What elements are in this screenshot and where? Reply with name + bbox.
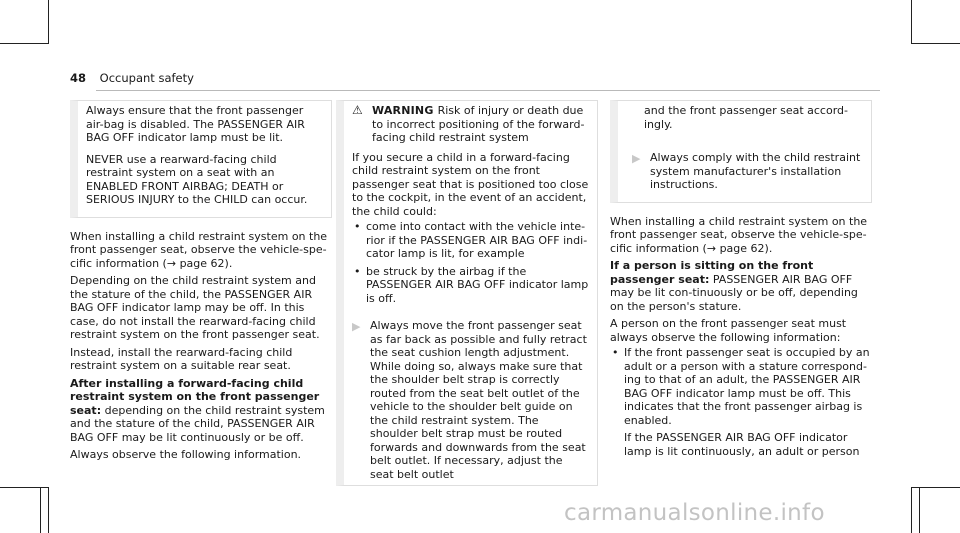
- note-text: Always move the front passenger seat as far back as possible and fully retract the seat cushion length adjustment. While doing so, always make sure that the shoulder belt strap is correctly routed from the seat belt outlet of the vehicle to the shoulder belt guide on the child restraint system. The shoulder belt strap must be routed forwards and downwards from the seat belt outlet. If necessary, adjust the seat belt outlet: [370, 319, 587, 481]
- column-3: [610, 100, 872, 464]
- note-text: Always comply with the child restraint system manufacturer's installation instructions.: [650, 151, 861, 191]
- warning-box: [336, 100, 598, 486]
- note-item: [632, 151, 863, 192]
- body-text: PASSENGER AIR BAG OFF may be lit con-tinuously or be off, depending on the person's stature.: [610, 272, 858, 313]
- body-paragraph: A person on the front passenger seat must always observe the following information:: [610, 317, 847, 344]
- list-item-text: If the front passenger seat is occupied by an adult or a person with a stature correspond-ing to that of an adult, the PASSENGER AIR BAG OFF indicator lamp must be off. This indicates that the front passenger airbag is enabled.: [624, 346, 870, 427]
- body-paragraph: [610, 259, 872, 313]
- list-item: • be struck by the airbag if the PASSENGER AIR BAG OFF indicator lamp is off.: [352, 265, 589, 306]
- warning-list: [352, 220, 589, 305]
- crop-mark: [40, 487, 41, 533]
- box-paragraph: NEVER use a rearward-facing child restraint system on a seat with an ENABLED FRONT AIRBAG; DEATH or SERIOUS INJURY to the CHILD can occur.: [86, 152, 308, 206]
- warning-header: [352, 104, 589, 145]
- warning-continuation-box: [70, 100, 332, 218]
- arrow-right-icon: ▶: [352, 320, 361, 333]
- list-item: • come into contact with the vehicle inte-rior if the PASSENGER AIR BAG OFF indi-cator lamp is lit, for example: [352, 220, 589, 261]
- list-item: [610, 346, 872, 458]
- crop-mark: [48, 0, 49, 44]
- body-text: depending on the child restraint system and the stature of the child, PASSENGER AIR BAG OFF may be lit continuously or be off.: [70, 403, 325, 444]
- body-paragraph: Depending on the child restraint system and the stature of the child, the PASSENGER AIR BAG OFF indicator lamp may be off. In this case, do not install the rearward-facing child restraint system on the front passenger seat.: [70, 274, 320, 341]
- column-1: [70, 100, 332, 466]
- crop-mark: [48, 487, 49, 533]
- box-paragraph: Always ensure that the front passenger air-bag is disabled. The PASSENGER AIR BAG OFF indicator lamp must be lit.: [86, 104, 305, 144]
- crop-mark: [911, 0, 912, 44]
- arrow-right-icon: ▶: [632, 152, 641, 165]
- watermark: carmanualsonline.info: [564, 500, 825, 526]
- warning-text: Risk of injury or death due to incorrect positioning of the forward-facing child restraint system: [372, 104, 585, 144]
- warning-continuation-box: [610, 100, 872, 203]
- section-title: Occupant safety: [99, 71, 194, 85]
- page-header: [70, 71, 194, 85]
- body-paragraph: When installing a child restraint system on the front passenger seat, observe the vehicle-spe-cific information (→ page 62).: [70, 229, 328, 270]
- list-item-continuation: If the PASSENGER AIR BAG OFF indicator lamp is lit continuously, an adult or person: [624, 431, 860, 458]
- column-2: [336, 100, 598, 486]
- header-rule: [96, 90, 880, 91]
- crop-mark: [919, 487, 920, 533]
- page-number: 48: [70, 71, 87, 85]
- bold-heading: After installing a forward-facing child restraint system on the front passenger seat:: [70, 376, 320, 417]
- note-item: [352, 319, 589, 481]
- body-paragraph: Always observe the following information.: [70, 448, 302, 461]
- bold-heading: If a person is sitting on the front passenger seat:: [610, 259, 814, 286]
- warning-triangle-icon: ⚠: [352, 103, 363, 117]
- information-list: [610, 346, 872, 458]
- warning-paragraph: If you secure a child in a forward-facing child restraint system on the front passenger seat that is positioned too close to the cockpit, in the event of an accident, the child could:: [352, 150, 589, 218]
- body-paragraph: [70, 377, 332, 445]
- crop-mark: [911, 43, 960, 44]
- warning-title: WARNING: [372, 104, 434, 117]
- crop-mark: [911, 487, 912, 533]
- body-paragraph: Instead, install the rearward-facing child restraint system on a suitable rear seat.: [70, 345, 293, 372]
- crop-mark: [0, 43, 48, 44]
- box-paragraph: and the front passenger seat accord-ingly.: [644, 104, 848, 131]
- body-paragraph: When installing a child restraint system on the front passenger seat, observe the vehicle-spe-cific information (→ page 62).: [610, 214, 868, 255]
